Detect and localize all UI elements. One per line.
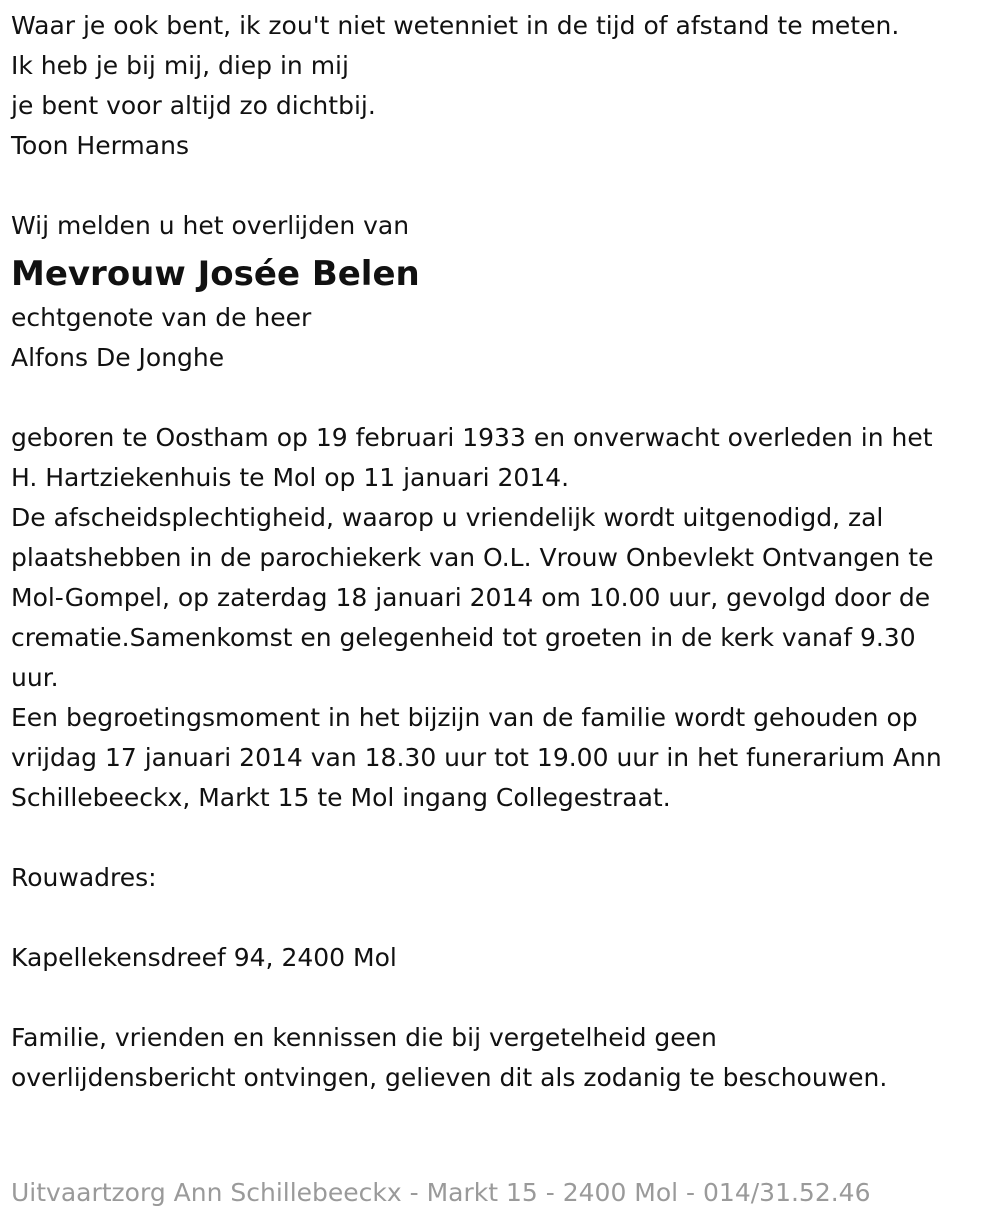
deceased-name: Mevrouw Josée Belen — [11, 254, 420, 294]
spacer — [11, 898, 1000, 938]
spacer — [11, 818, 1000, 858]
body-line: Mol-Gompel, op zaterdag 18 januari 2014 om 10.00 uur, gevolgd door de — [11, 583, 931, 612]
body-line: crematie.Samenkomst en gelegenheid tot groeten in de kerk vanaf 9.30 — [11, 623, 916, 652]
body-line: uur. — [11, 663, 59, 692]
address-value: Kapellekensdreef 94, 2400 Mol — [11, 943, 397, 972]
address-label: Rouwadres: — [11, 863, 157, 892]
spacer — [11, 978, 1000, 1018]
poem-line: Ik heb je bij mij, diep in mij — [11, 51, 349, 80]
closing-line: Familie, vrienden en kennissen die bij vergetelheid geen — [11, 1023, 717, 1052]
spouse-name: Alfons De Jonghe — [11, 343, 225, 372]
body-line: plaatshebben in de parochiekerk van O.L. Vrouw Onbevlekt Ontvangen te — [11, 543, 934, 572]
body-line: H. Hartziekenhuis te Mol op 11 januari 2014. — [11, 463, 570, 492]
closing-line: overlijdensbericht ontvingen, gelieven dit als zodanig te beschouwen. — [11, 1063, 888, 1092]
poem-line: Waar je ook bent, ik zou't niet wetenniet in de tijd of afstand te meten. — [11, 11, 900, 40]
body-line: Een begroetingsmoment in het bijzijn van de familie wordt gehouden op — [11, 703, 918, 732]
ceremony-details — [11, 418, 1000, 818]
spacer — [11, 166, 1000, 206]
poem-line: je bent voor altijd zo dichtbij. — [11, 91, 376, 120]
body-line: vrijdag 17 januari 2014 van 18.30 uur tot 19.00 uur in het funerarium Ann — [11, 743, 942, 772]
body-line: geboren te Oostham op 19 februari 1933 en onverwacht overleden in het — [11, 423, 933, 452]
body-line: De afscheidsplechtigheid, waarop u vriendelijk wordt uitgenodigd, zal — [11, 503, 884, 532]
body-line: Schillebeeckx, Markt 15 te Mol ingang Collegestraat. — [11, 783, 671, 812]
poem — [11, 6, 1000, 166]
spouse-line: echtgenote van de heer — [11, 303, 312, 332]
closing-note — [11, 1018, 1000, 1098]
announcement-intro: Wij melden u het overlijden van — [11, 211, 410, 240]
spacer — [11, 378, 1000, 418]
poem-author: Toon Hermans — [11, 131, 189, 160]
funeral-home-footer: Uitvaartzorg Ann Schillebeeckx - Markt 15 - 2400 Mol - 014/31.52.46 — [11, 1178, 871, 1207]
